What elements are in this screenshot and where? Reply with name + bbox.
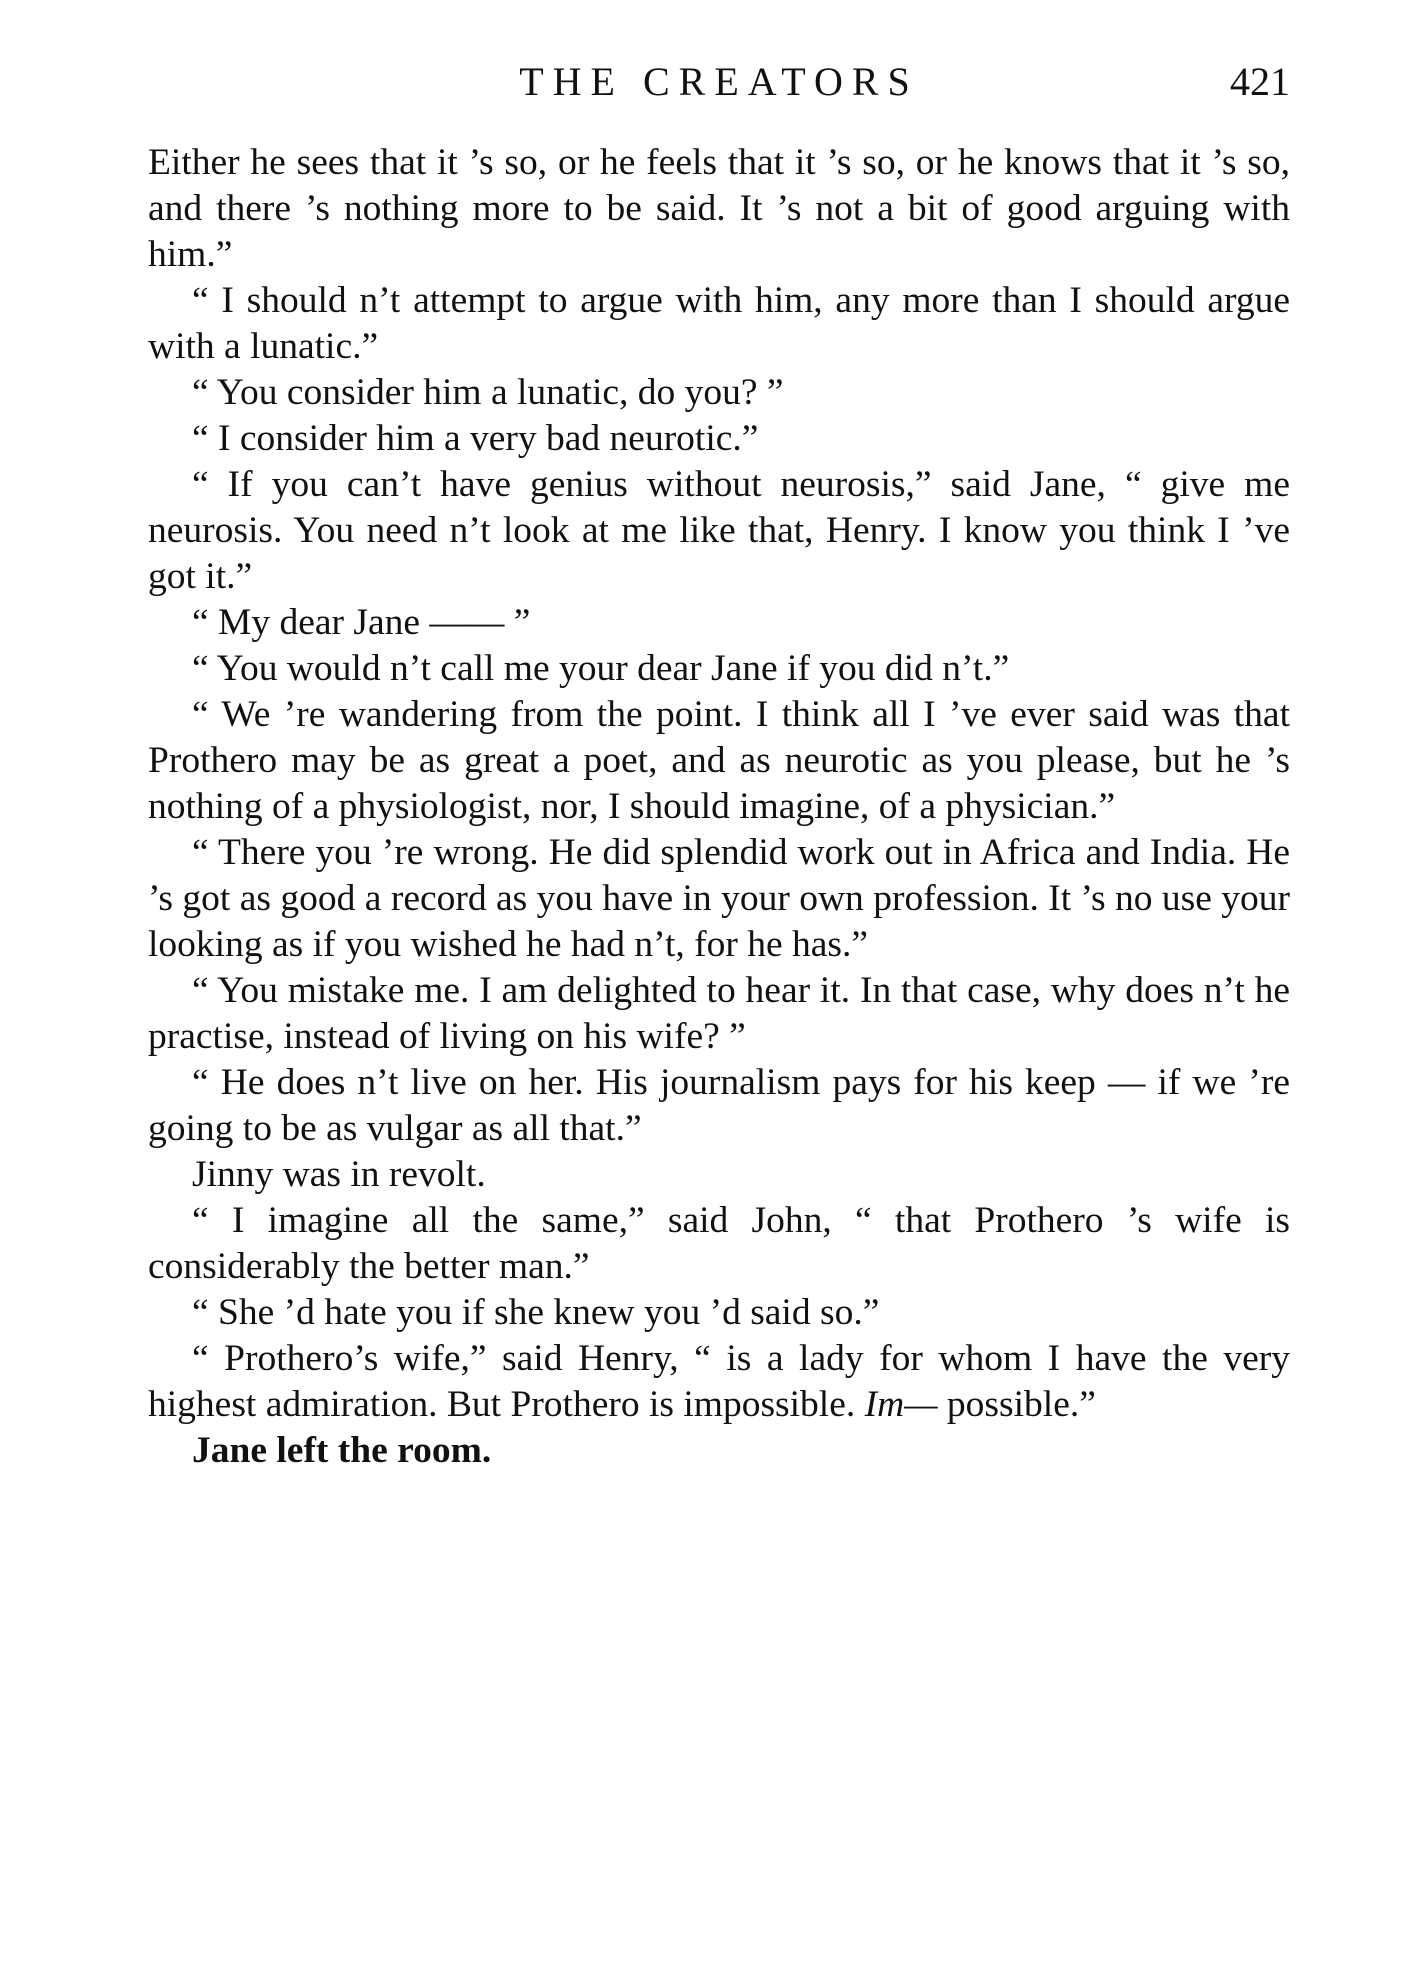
paragraph-9: “ There you ’re wrong. He did splendid work out in Africa and India. He ’s got as good a record as you have in your own profession. It ’s no use your looking as if you wished he had n’t, for he has.” (148, 832, 1290, 965)
paragraph-10: “ You mistake me. I am delighted to hear it. In that case, why does n’t he practise, instead of living on his wife? ” (148, 970, 1290, 1057)
paragraph-6: “ My dear Jane —— ” (192, 602, 531, 643)
paragraph-13: “ I imagine all the same,” said John, “ that Prothero ’s wife is considerably the better man.” (148, 1200, 1290, 1287)
page-header (148, 52, 1290, 112)
paragraph-7: “ You would n’t call me your dear Jane if you did n’t.” (192, 648, 1010, 689)
page-number: 421 (1230, 59, 1290, 104)
paragraph-15-text-end: possible.” (937, 1384, 1096, 1425)
paragraph-15-emphasis: Im— (864, 1384, 938, 1425)
paragraph-8: “ We ’re wandering from the point. I think all I ’ve ever said was that Prothero may be as great a poet, and as neurotic as you please, but he ’s nothing of a physiologist, nor, I should imagine, of a physician.” (148, 694, 1290, 827)
paragraph-3: “ You consider him a lunatic, do you? ” (192, 372, 784, 413)
paragraph-4: “ I consider him a very bad neurotic.” (192, 418, 759, 459)
paragraph-1: Either he sees that it ’s so, or he feels that it ’s so, or he knows that it ’s so, and there ’s nothing more to be said. It ’s not a bit of good arguing with him.” (148, 142, 1290, 275)
paragraph-5: “ If you can’t have genius without neurosis,” said Jane, “ give me neurosis. You need n’t look at me like that, Henry. I know you think I ’ve got it.” (148, 464, 1290, 597)
paragraph-2: “ I should n’t attempt to argue with him, any more than I should argue with a lunatic.” (148, 280, 1290, 367)
body-text (148, 140, 1290, 1474)
paragraph-16: Jane left the room. (192, 1430, 492, 1471)
paragraph-15 (148, 1336, 1290, 1428)
paragraph-14: “ She ’d hate you if she knew you ’d said so.” (192, 1292, 880, 1333)
paragraph-11: “ He does n’t live on her. His journalism pays for his keep — if we ’re going to be as vulgar as all that.” (148, 1062, 1290, 1149)
paragraph-12: Jinny was in revolt. (192, 1154, 486, 1195)
running-title: THE CREATORS (519, 59, 919, 104)
paragraph-15-text: “ Prothero’s wife,” said Henry, “ is a lady for whom I have the very highest admiration. But Prothero is impossible. (148, 1338, 1290, 1425)
